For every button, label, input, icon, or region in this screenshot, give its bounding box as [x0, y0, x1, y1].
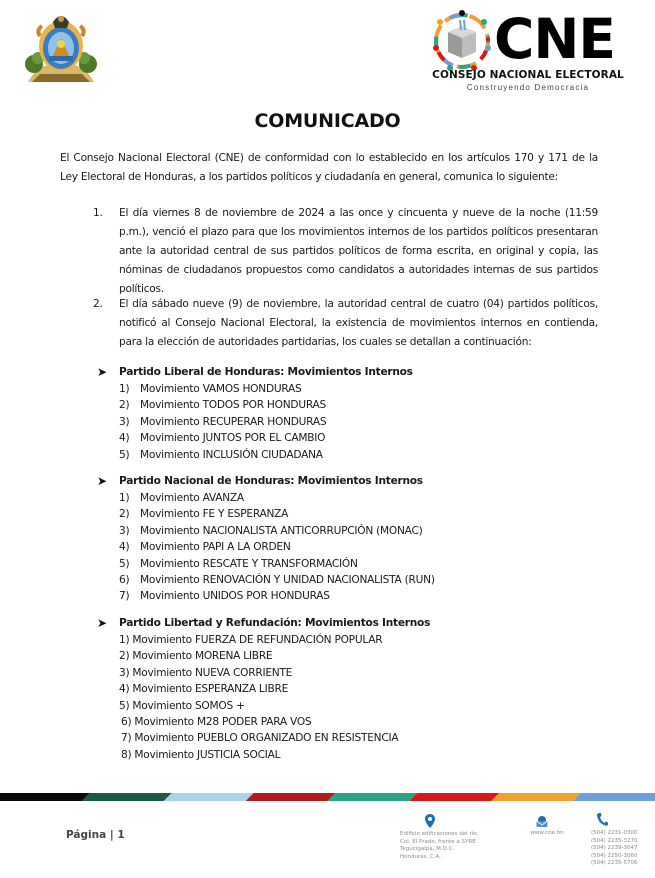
- movement-number: 3): [119, 524, 130, 537]
- item-number: 2.: [93, 298, 103, 310]
- movement-name: Movimiento ESPERANZA LIBRE: [132, 683, 289, 696]
- movement-item: [97, 730, 430, 746]
- party-heading: [97, 615, 430, 632]
- phone-number: (504) 2250-3060: [591, 852, 638, 859]
- phone-number: (504) 2235-3270: [591, 837, 638, 844]
- movement-number: 1): [119, 492, 130, 504]
- band-segment: [328, 793, 418, 801]
- movement-item: [97, 490, 435, 506]
- mail-icon: [536, 816, 548, 827]
- item-text: El día viernes 8 de noviembre de 2024 a las once y cincuenta y nueve de la noche (11:59 p.m.), venció el plazo para que los movimientos internos de los partidos políticos presentaran ante la autoridad central de sus partidos políticos de forma escrita, en original y copia, las nóminas de ciudadanos propuestos como candidatos a autoridades internas de sus partidos políticos.: [119, 207, 598, 295]
- party-heading-text: Partido Nacional de Honduras: Movimientos Internos: [119, 475, 423, 487]
- movement-item: [97, 430, 413, 446]
- document-title: COMUNICADO: [254, 110, 401, 132]
- movement-number: 5): [119, 699, 130, 712]
- movement-item: [97, 414, 413, 430]
- address-line: Edificio edificaciones del río,: [400, 831, 479, 837]
- movement-name: Movimiento RESCATE Y TRANSFORMACIÓN: [140, 557, 358, 570]
- movement-number: 4): [119, 541, 130, 554]
- cne-tagline: Construyendo Democracia: [466, 83, 590, 92]
- movement-name: Movimiento FUERZA DE REFUNDACIÓN POPULAR: [132, 634, 383, 646]
- location-pin-icon: [425, 814, 435, 828]
- movement-item: [97, 747, 430, 763]
- movement-item: [97, 648, 430, 664]
- cne-full-name: CONSEJO NACIONAL ELECTORAL: [432, 69, 624, 81]
- ballot-box-emblem-icon: [428, 8, 496, 74]
- movement-name: Movimiento PUEBLO ORGANIZADO EN RESISTENCIA: [134, 732, 399, 745]
- movement-name: Movimiento MORENA LIBRE: [132, 650, 273, 663]
- phone-number: (504) 2231-0300: [591, 830, 638, 836]
- page-number: Página | 1: [66, 829, 125, 841]
- movement-number: 4): [119, 683, 130, 696]
- cne-letters: CNE: [494, 7, 615, 71]
- movement-number: 7): [119, 590, 130, 603]
- movement-number: 1): [119, 634, 130, 646]
- movement-number: 5): [119, 448, 130, 461]
- movement-item: [97, 381, 413, 397]
- movement-number: 1): [119, 383, 130, 395]
- movement-number: 5): [119, 557, 130, 570]
- movement-number: 2): [119, 508, 130, 521]
- intro-paragraph: El Consejo Nacional Electoral (CNE) de conformidad con lo establecido en los artículos 170 y 171 de la Ley Electoral de Honduras, a los partidos políticos y ciudadanía en general, comunica lo siguiente:: [60, 152, 598, 183]
- movement-name: Movimiento TODOS POR HONDURAS: [140, 399, 326, 412]
- movement-item: [97, 539, 435, 555]
- item-number: 1.: [93, 207, 103, 219]
- movement-name: Movimiento RENOVACIÓN Y UNIDAD NACIONALISTA (RUN): [140, 573, 435, 586]
- movement-item: [97, 588, 435, 604]
- numbered-item-1: [93, 204, 598, 299]
- phone-icon: [597, 813, 608, 826]
- band-segment: [246, 793, 336, 801]
- band-segment: [409, 793, 499, 801]
- movement-item: [97, 572, 435, 588]
- band-segment: [573, 793, 655, 801]
- movement-item: [97, 447, 413, 463]
- movement-number: 6): [121, 715, 132, 728]
- movement-name: Movimiento INCLUSIÓN CIUDADANA: [140, 448, 323, 461]
- footer-color-band: [0, 793, 655, 801]
- address-line: Honduras, C.A.: [400, 853, 441, 860]
- phone-number: (504) 2239-3047: [591, 845, 638, 852]
- band-segment: [82, 793, 172, 801]
- movement-name: Movimiento SOMOS +: [132, 699, 245, 712]
- movement-item: [97, 397, 413, 413]
- movement-item: [97, 632, 430, 648]
- movement-item: [97, 681, 430, 697]
- movement-number: 8): [121, 748, 132, 761]
- movement-name: Movimiento JUNTOS POR EL CAMBIO: [140, 432, 326, 445]
- movement-number: 7): [121, 732, 132, 745]
- band-segment: [0, 793, 90, 801]
- cne-logo: [428, 8, 628, 90]
- address-line: Tegucigalpa, M.D.C.: [400, 846, 455, 853]
- movement-item: [97, 665, 430, 681]
- party-heading-text: Partido Libertad y Refundación: Movimientos Internos: [119, 617, 431, 629]
- movement-name: Movimiento FE Y ESPERANZA: [140, 508, 289, 521]
- movement-number: 3): [119, 415, 130, 428]
- party-section-libre: [97, 615, 430, 763]
- movement-name: Movimiento NUEVA CORRIENTE: [132, 666, 293, 679]
- movement-name: Movimiento UNIDOS POR HONDURAS: [140, 590, 330, 603]
- footer-phones: [591, 830, 651, 868]
- movement-item: [97, 714, 430, 730]
- arrow-bullet-icon: ➤: [97, 365, 107, 379]
- footer-address: [400, 831, 510, 861]
- party-section-liberal: [97, 364, 413, 463]
- coat-of-arms-icon: [22, 8, 100, 88]
- movement-name: Movimiento RECUPERAR HONDURAS: [140, 415, 327, 428]
- movement-name: Movimiento M28 PODER PARA VOS: [134, 715, 312, 728]
- address-line: Col. El Prado, frente a SYRE: [400, 838, 476, 845]
- arrow-bullet-icon: ➤: [97, 616, 107, 630]
- movement-name: Movimiento VAMOS HONDURAS: [140, 383, 302, 395]
- numbered-item-2: [93, 295, 598, 352]
- party-heading-text: Partido Liberal de Honduras: Movimientos Internos: [119, 366, 413, 378]
- arrow-bullet-icon: ➤: [97, 474, 107, 488]
- band-segment: [164, 793, 254, 801]
- movement-number: 2): [119, 650, 130, 663]
- movement-number: 4): [119, 432, 130, 445]
- band-segment: [491, 793, 581, 801]
- movement-name: Movimiento NACIONALISTA ANTICORRUPCIÓN (MONAC): [140, 524, 423, 537]
- movement-item: [97, 523, 435, 539]
- party-heading: [97, 473, 435, 490]
- movement-name: Movimiento JUSTICIA SOCIAL: [134, 748, 281, 761]
- movement-item: [97, 556, 435, 572]
- movement-number: 2): [119, 399, 130, 412]
- movement-item: [97, 506, 435, 522]
- movement-item: [97, 698, 430, 714]
- party-section-nacional: [97, 473, 435, 605]
- movement-name: Movimiento PAPI A LA ORDEN: [140, 541, 291, 554]
- movement-number: 3): [119, 666, 130, 679]
- footer-website[interactable]: www.cne.hn: [530, 830, 564, 836]
- movement-number: 6): [119, 573, 130, 586]
- movement-name: Movimiento AVANZA: [140, 492, 244, 504]
- party-heading: [97, 364, 413, 381]
- item-text: El día sábado nueve (9) de noviembre, la autoridad central de cuatro (04) partidos políticos, notificó al Consejo Nacional Electoral, la existencia de movimientos internos en contienda, para la elección de autoridades partidarias, los cuales se detallan a continuación:: [119, 298, 598, 348]
- phone-number: (504) 2235-5706: [591, 860, 638, 867]
